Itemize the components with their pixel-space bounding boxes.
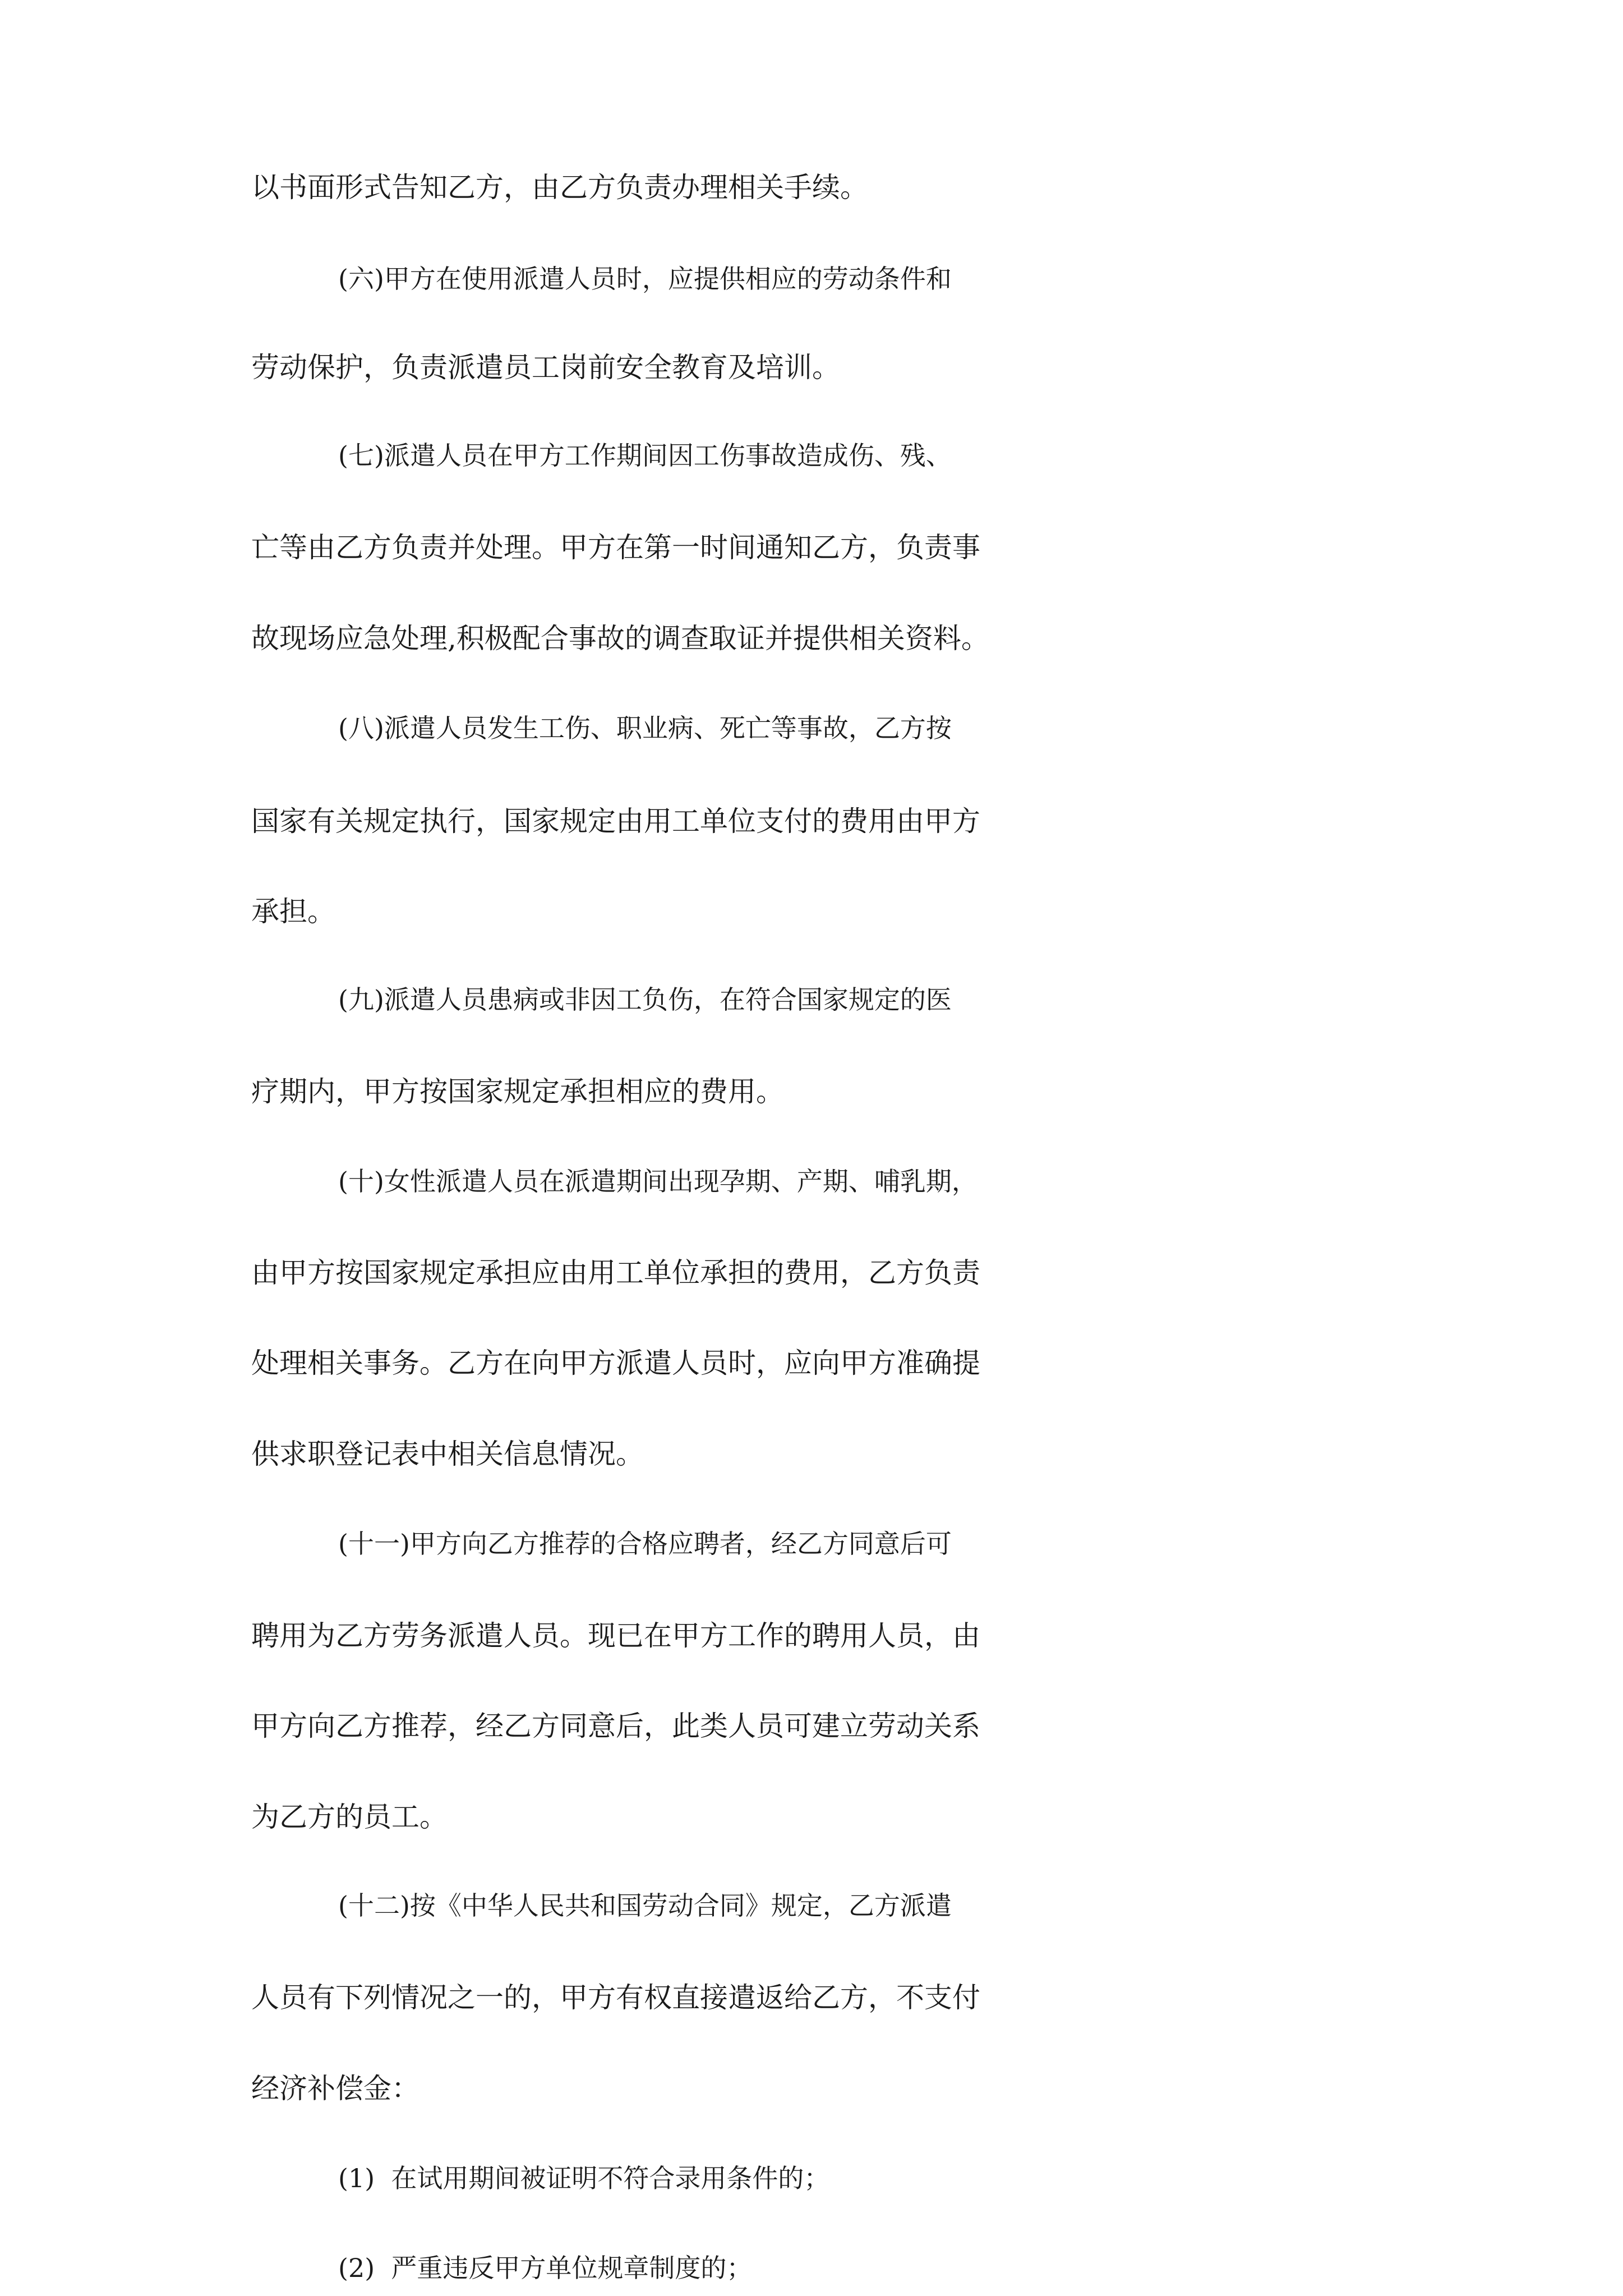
text-line: 由甲方按国家规定承担应由用工单位承担的费用，乙方负责 <box>251 1257 980 1289</box>
text-line: 疗期内，甲方按国家规定承担相应的费用。 <box>251 1075 784 1108</box>
text-line: 故现场应急处理,积极配合事故的调查取证并提供相关资料。 <box>251 622 989 655</box>
text-line: 承担。 <box>251 895 335 928</box>
text-line: (九)派遣人员患病或非因工负伤，在符合国家规定的医 <box>338 984 952 1015</box>
text-line: 人员有下列情况之一的，甲方有权直接遣返给乙方，不支付 <box>251 1981 980 2014</box>
text-line: (十)女性派遣人员在派遣期间出现孕期、产期、哺乳期， <box>338 1166 978 1197</box>
text-line: 聘用为乙方劳务派遣人员。现已在甲方工作的聘用人员，由 <box>251 1619 980 1652</box>
text-line: 以书面形式告知乙方，由乙方负责办理相关手续。 <box>251 171 868 204</box>
text-line: (六)甲方在使用派遣人员时，应提供相应的劳动条件和 <box>338 264 952 294</box>
text-line: 经济补偿金： <box>251 2072 419 2105</box>
text-line: (十二)按《中华人民共和国劳动合同》规定，乙方派遣 <box>338 1890 952 1921</box>
text-line: 供求职登记表中相关信息情况。 <box>251 1438 644 1470</box>
text-line: (十一)甲方向乙方推荐的合格应聘者，经乙方同意后可 <box>338 1529 952 1559</box>
text-line: (八)派遣人员发生工伤、职业病、死亡等事故，乙方按 <box>338 713 952 743</box>
text-line: 劳动保护，负责派遣员工岗前安全教育及培训。 <box>251 351 840 384</box>
text-line: (2) 严重违反甲方单位规章制度的； <box>338 2253 753 2283</box>
text-line: (1) 在试用期间被证明不符合录用条件的； <box>338 2163 830 2193</box>
text-line: 为乙方的员工。 <box>251 1801 448 1833</box>
text-line: 甲方向乙方推荐，经乙方同意后，此类人员可建立劳动关系 <box>251 1710 980 1742</box>
text-line: 处理相关事务。乙方在向甲方派遣人员时，应向甲方准确提 <box>251 1347 980 1379</box>
text-line: 国家有关规定执行，国家规定由用工单位支付的费用由甲方 <box>251 805 980 838</box>
text-line: (七)派遣人员在甲方工作期间因工伤事故造成伤、残、 <box>338 440 952 471</box>
text-line: 亡等由乙方负责并处理。甲方在第一时间通知乙方，负责事 <box>251 531 980 564</box>
